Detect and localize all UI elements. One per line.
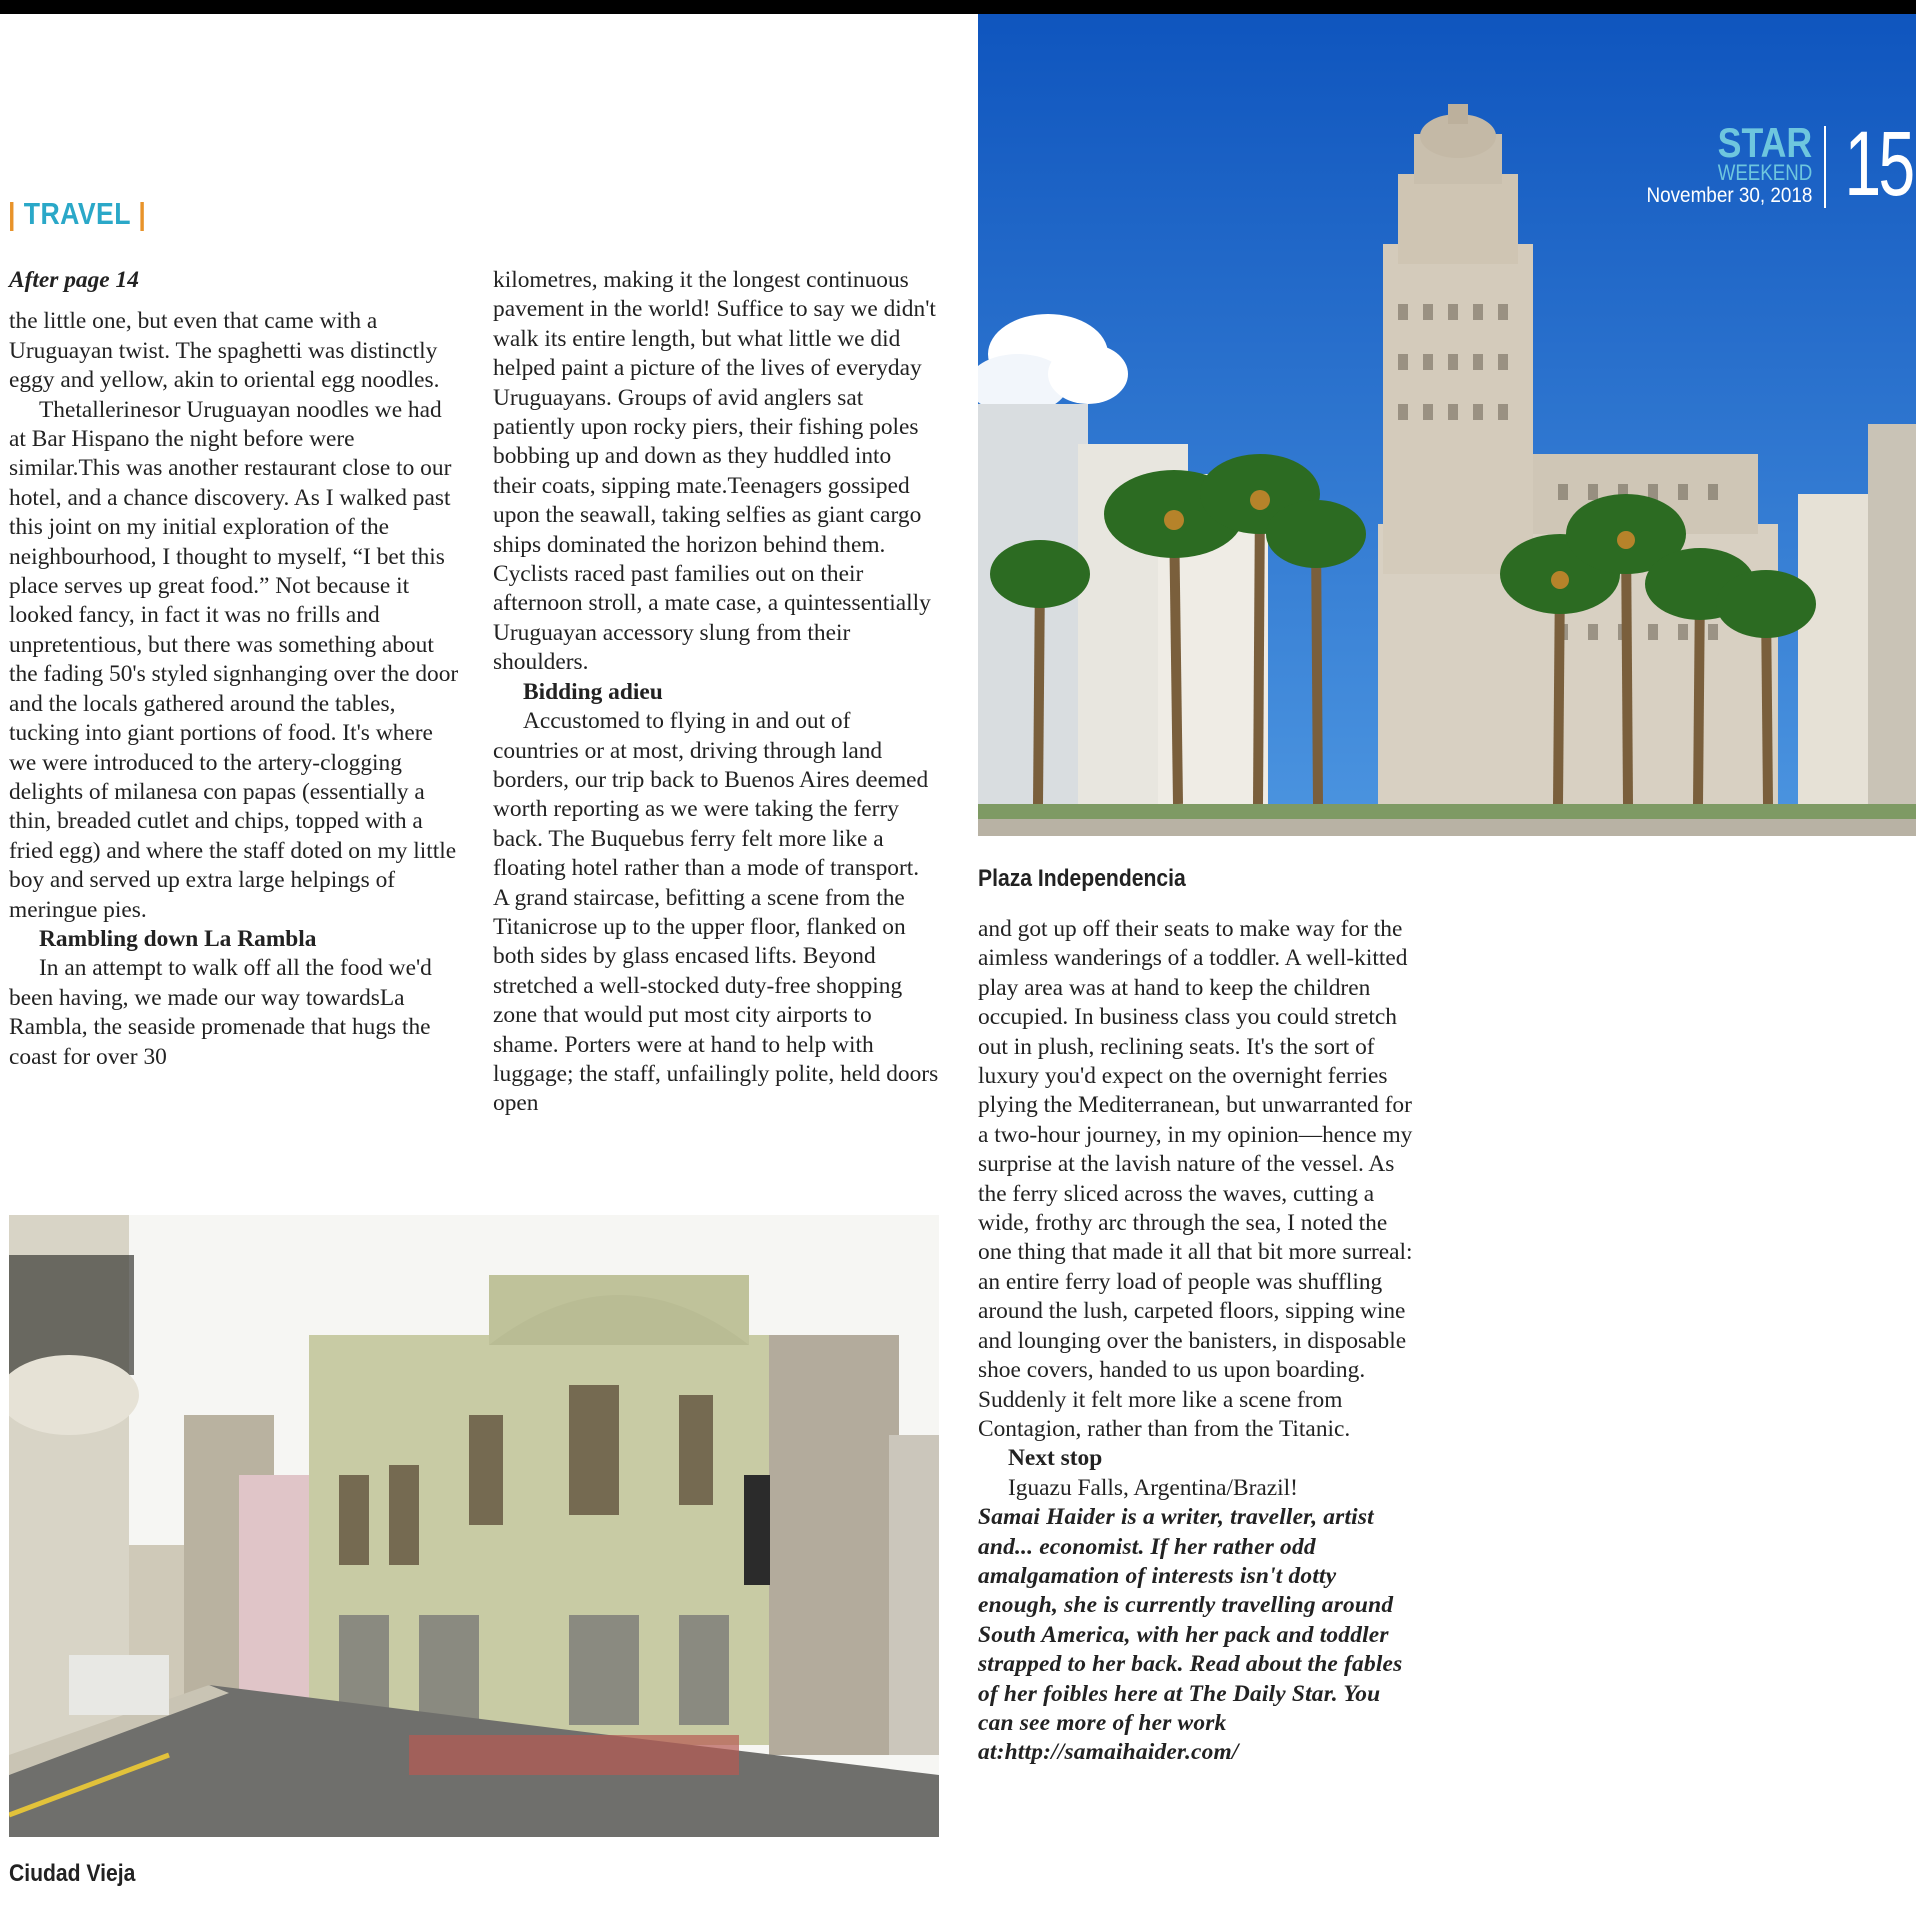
- plaza-independencia-photo: [978, 14, 1916, 836]
- paragraph: Thetallerinesor Uruguayan noodles we had at Bar Hispano the night before were similar.This was another restaurant close to our hotel, and a chance discovery. As I walked past this joint on my initial exploration of the neighbourhood, I thought to myself, “I bet this place serves up great food.” Not because it looked fancy, in fact it was no frills and unpretentious, but there was something about the fading 50's styled signhanging over the door and the locals gathered around the tables, tucking into giant portions of food. It's where we were introduced to the artery-clogging delights of milanesa con papas (essentially a thin, breaded cutlet and chips, topped with a fried egg) and where the staff doted on my little boy and served up extra large helpings of meringue pies.: [9, 396, 459, 923]
- masthead-divider: [1824, 126, 1826, 208]
- masthead-brand: STAR: [1717, 119, 1812, 166]
- photo-caption-ciudad: Ciudad Vieja: [9, 1860, 136, 1887]
- article-column-1: [9, 266, 459, 1072]
- article-column-2: [493, 266, 939, 1119]
- issue-date: November 30, 2018: [1645, 184, 1812, 207]
- section-label: TRAVEL: [23, 196, 131, 231]
- photo-caption-plaza: Plaza Independencia: [978, 865, 1186, 892]
- author-bio: Samai Haider is a writer, traveller, artist and... economist. If her rather odd amalgamation of interests isn't dotty enough, she is currently travelling around South America, with her pack and toddler strapped to her back. Read about the fables of her foibles here at The Daily Star. You can see more of her work at:http://samaihaider.com/: [978, 1504, 1403, 1766]
- section-tag: | TRAVEL |: [8, 196, 147, 231]
- top-border: [0, 0, 1916, 14]
- paragraph: Accustomed to flying in and out of countries or at most, driving through land borders, our trip back to Buenos Aires deemed worth reporting as we were taking the ferry back. The Buquebus ferry felt more like a floating hotel rather than a mode of transport. A grand staircase, befitting a scene from the Titanicrose up to the upper floor, flanked on both sides by glass encased lifts. Beyond stretched a well-stocked duty-free shopping zone that would put most city airports to shame. Porters were at hand to help with luggage; the staff, unfailingly polite, held doors open: [493, 708, 939, 1117]
- subheading: Rambling down La Rambla: [39, 925, 317, 952]
- article-column-3: [978, 915, 1418, 1768]
- paragraph: Iguazu Falls, Argentina/Brazil!: [1008, 1474, 1298, 1501]
- page-number: 15: [1844, 113, 1912, 215]
- ciudad-vieja-photo: [9, 1215, 939, 1837]
- subheading: Bidding adieu: [523, 678, 663, 705]
- masthead-sub: WEEKEND: [1717, 160, 1812, 185]
- continued-from: After page 14: [9, 267, 139, 293]
- paragraph: kilometres, making it the longest continuous pavement in the world! Suffice to say we didn't walk its entire length, but what little we did helped paint a picture of the lives of everyday Uruguayans. Groups of avid anglers sat patiently upon rocky piers, their fishing poles bobbing up and down as they huddled into their coats, sipping mate.Teenagers gossiped upon the seawall, taking selfies as giant cargo ships dominated the horizon behind them. Cyclists raced past families out on their afternoon stroll, a mate case, a quintessentially Uruguayan accessory slung from their shoulders.: [493, 267, 936, 676]
- paragraph: and got up off their seats to make way for the aimless wanderings of a toddler. A well-kitted play area was at hand to keep the children occupied. In business class you could stretch out in plush, reclining seats. It's the sort of luxury you'd expect on the overnight ferries plying the Mediterranean, but unwarranted for a two-hour journey, in my opinion—hence my surprise at the lavish nature of the vessel. As the ferry sliced across the waves, cutting a wide, frothy arc through the sea, I noted the one thing that made it all that bit more surreal: an entire ferry load of people was shuffling around the lush, carpeted floors, sipping wine and lounging over the banisters, in disposable shoe covers, handed to us upon boarding. Suddenly it felt more like a scene from Contagion, rather than from the Titanic.: [978, 916, 1413, 1442]
- subheading: Next stop: [1008, 1445, 1103, 1472]
- paragraph: the little one, but even that came with a Uruguayan twist. The spaghetti was distinctly eggy and yellow, akin to oriental egg noodles.: [9, 308, 440, 394]
- masthead: [1616, 113, 1916, 215]
- paragraph: In an attempt to walk off all the food we'd been having, we made our way towardsLa Rambla, the seaside promenade that hugs the coast for over 30: [9, 955, 432, 1070]
